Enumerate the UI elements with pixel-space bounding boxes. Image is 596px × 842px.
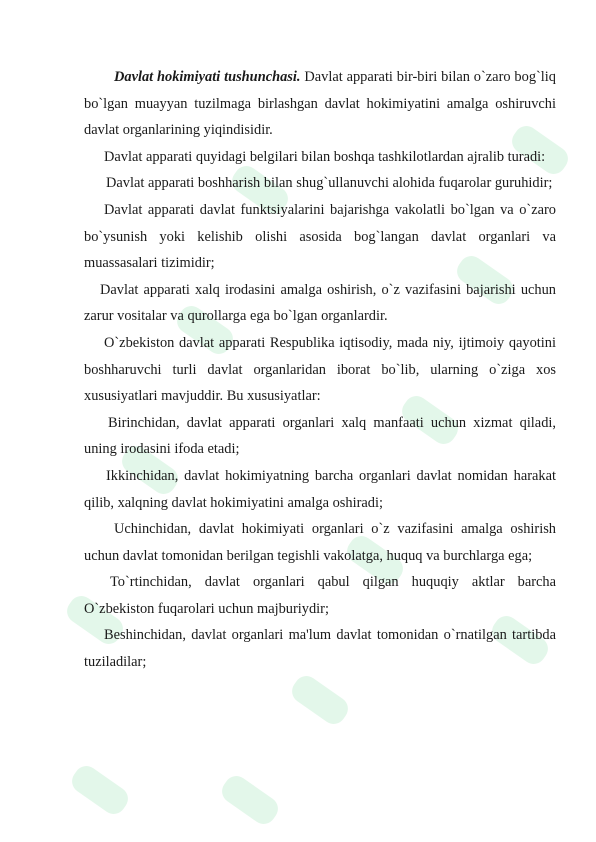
paragraph-text: Ikkinchidan, davlat hokimiyatning barcha organlari davlat nomidan harakat qilib, xalqning davlat hokimiyatini amalga oshiradi; — [84, 467, 556, 511]
paragraph-3 — [84, 170, 556, 197]
paragraph-text: Davlat apparati bir-biri bilan o`zaro bog`liq bo`lgan muayyan tuzilmaga birlashgan davlat hokimiyatini amalga oshiruvchi davlat organlarining yiqindisidir. — [84, 69, 557, 139]
paragraph-text: Uchinchidan, davlat hokimiyati organlari o`z vazifasini amalga oshirish uchun davlat tomonidan berilgan tegishli vakolatga, huquq va burchlarga ega; — [84, 521, 556, 564]
paragraph-9 — [84, 516, 556, 569]
paragraph-5 — [84, 277, 556, 330]
paragraph-text: Davlat apparati xalq irodasini amalga oshirish, o`z vazifasini bajarishi uchun zarur vositalar va qurollarga ega bo`lgan organlardir. — [84, 281, 556, 325]
paragraph-text: Davlat apparati davlat funktsiyalarini bajarishga vakolatli bo`lgan va o`zaro bo`ysunish yoki kelishib olishi asosida bog`langan davlat organlari va muassasalari tizimidir; — [84, 201, 556, 272]
paragraph-1 — [84, 64, 556, 144]
paragraph-4 — [84, 197, 556, 277]
paragraph-text: Davlat apparati quyidagi belgilari bilan boshqa tashkilotlardan ajralib turadi: — [104, 148, 546, 165]
paragraph-7 — [84, 410, 556, 463]
document-page — [84, 64, 556, 676]
watermark-mark — [217, 771, 282, 828]
paragraph-text: Beshinchidan, davlat organlari ma'lum davlat tomonidan o`rnatilgan tartibda tuziladilar; — [84, 627, 556, 671]
paragraph-text: Davlat apparati boshharish bilan shug`ullanuvchi alohida fuqarolar guruhidir; — [106, 175, 553, 192]
paragraph-10 — [84, 569, 556, 622]
paragraph-11 — [84, 622, 556, 675]
watermark-mark — [287, 671, 352, 728]
section-heading: Davlat hokimiyati tushunchasi. — [114, 69, 301, 85]
paragraph-6 — [84, 330, 556, 410]
paragraph-8 — [84, 463, 556, 516]
paragraph-2 — [84, 144, 556, 171]
paragraph-text: O`zbekiston davlat apparati Respublika iqtisodiy, mada niy, ijtimoiy qayotini boshharuvchi turli davlat organlaridan iborat bo`lib, ularning o`ziga xos xususiyatlari mavjuddir. Bu xususiyatlar: — [84, 334, 556, 405]
watermark-mark — [67, 761, 132, 818]
paragraph-text: Birinchidan, davlat apparati organlari xalq manfaati uchun xizmat qiladi, uning irodasini ifoda etadi; — [84, 414, 556, 458]
paragraph-text: To`rtinchidan, davlat organlari qabul qilgan huquqiy aktlar barcha O`zbekiston fuqarolari uchun majburiydir; — [84, 574, 556, 617]
